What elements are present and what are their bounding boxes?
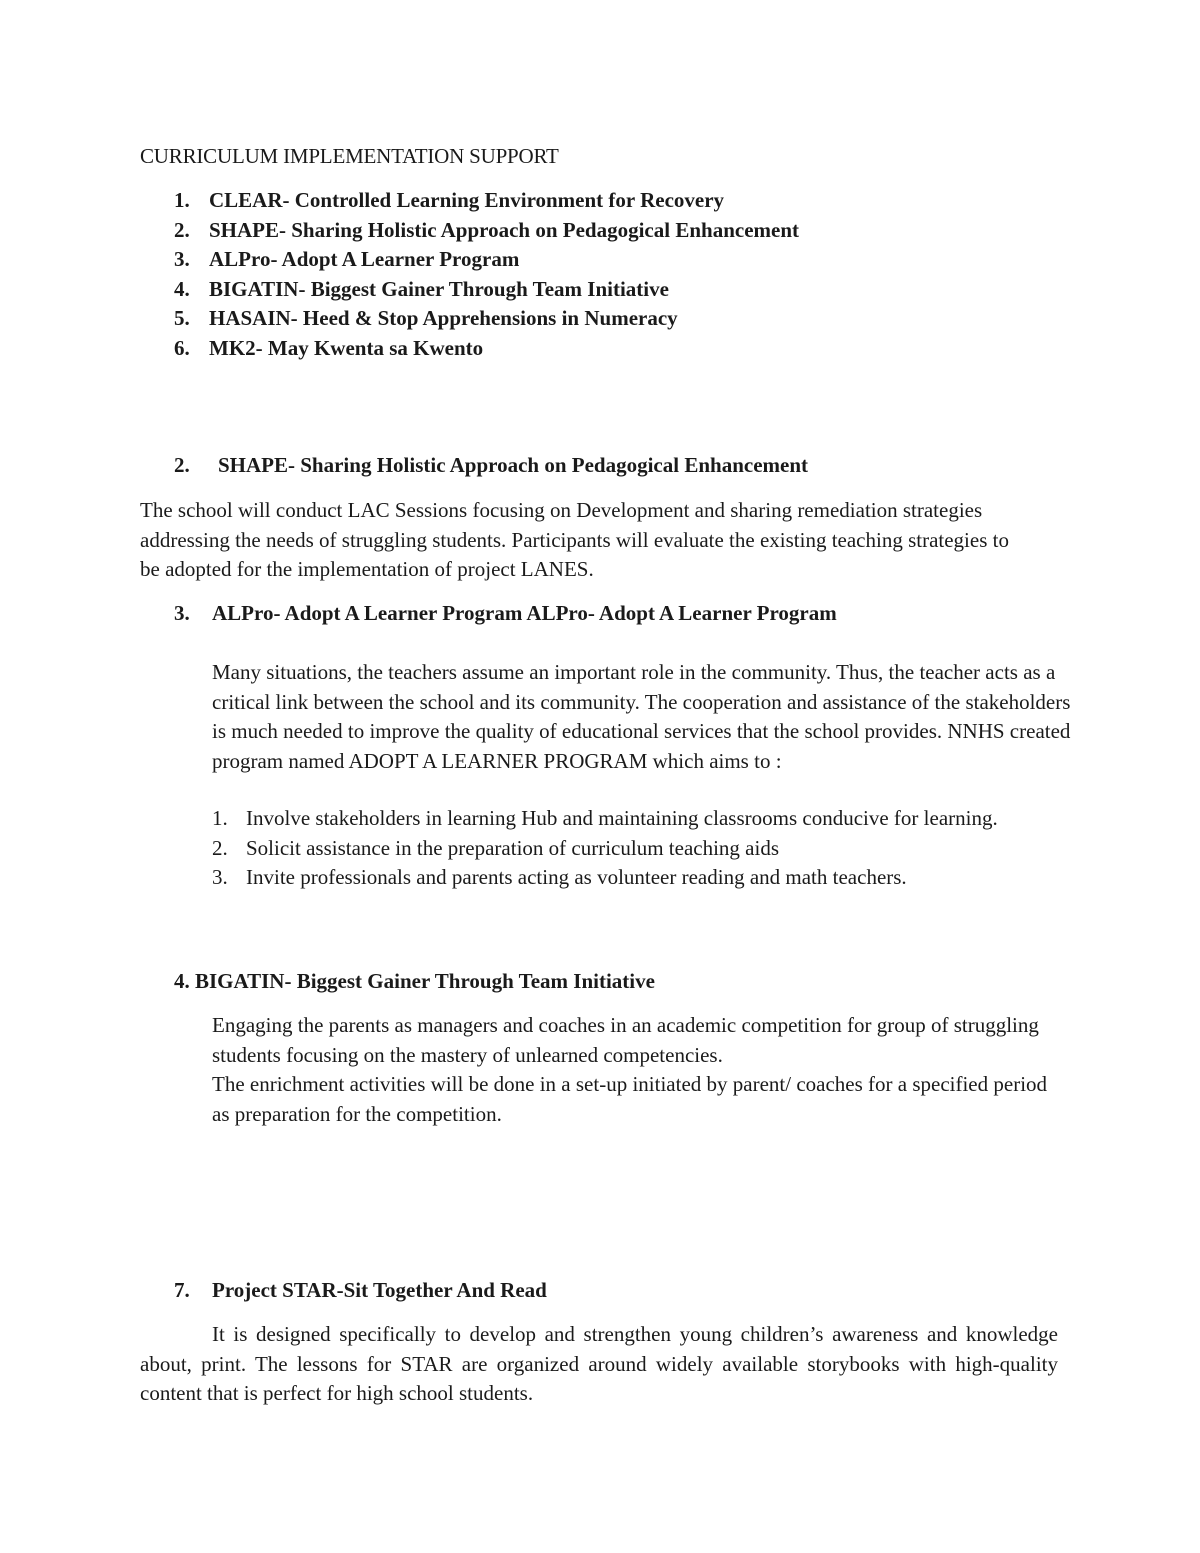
alpro-aims-list xyxy=(212,804,1012,893)
list-text: Invite professionals and parents acting as volunteer reading and math teachers. xyxy=(246,865,907,889)
list-text: MK2- May Kwenta sa Kwento xyxy=(209,335,484,360)
section-number: 7. xyxy=(174,1278,190,1302)
list-number: 5. xyxy=(174,306,190,330)
list-number: 1. xyxy=(174,188,190,212)
section-title-text: SHAPE- Sharing Holistic Approach on Pedagogical Enhancement xyxy=(218,453,808,477)
program-list-item xyxy=(140,186,1060,216)
list-number: 2. xyxy=(212,835,228,860)
section-alpro-body: Many situations, the teachers assume an important role in the community. Thus, the teacher acts as a critical link between the school and its community. The cooperation and assistance of the stakeholders is much needed to improve the quality of educational services that the school provides. NNHS created program named ADOPT A LEARNER PROGRAM which aims to : xyxy=(212,660,1071,773)
section-star-title xyxy=(174,1276,547,1306)
program-list-item xyxy=(140,245,1060,275)
section-number: 3. xyxy=(174,601,190,625)
list-number: 6. xyxy=(174,335,190,360)
list-text: Solicit assistance in the preparation of curriculum teaching aids xyxy=(246,835,779,860)
program-list-item xyxy=(140,275,1060,305)
page-title: CURRICULUM IMPLEMENTATION SUPPORT xyxy=(140,144,559,168)
list-number: 4. xyxy=(174,276,190,301)
program-list-item xyxy=(140,216,1060,246)
list-item xyxy=(212,834,1012,864)
section-shape-title xyxy=(174,451,808,481)
section-bigatin-title xyxy=(174,967,655,997)
list-item xyxy=(212,863,1012,893)
list-text: ALPro- Adopt A Learner Program xyxy=(209,247,520,271)
section-title-text: ALPro- Adopt A Learner Program ALPro- Adopt A Learner Program xyxy=(212,601,837,625)
section-number: 2. xyxy=(174,453,190,477)
section-title-text: BIGATIN- Biggest Gainer Through Team Initiative xyxy=(195,969,655,993)
list-number: 1. xyxy=(212,806,228,830)
list-item xyxy=(212,804,1012,834)
list-number: 3. xyxy=(174,247,190,271)
section-alpro-title xyxy=(174,599,837,629)
list-text: BIGATIN- Biggest Gainer Through Team Initiative xyxy=(209,276,669,301)
list-text: CLEAR- Controlled Learning Environment for Recovery xyxy=(209,188,725,212)
program-list-item xyxy=(140,304,1060,334)
program-list xyxy=(140,186,1060,363)
paragraph-line: The enrichment activities will be done in a set-up initiated by parent/ coaches for a specified period as preparation for the competition. xyxy=(212,1072,1048,1126)
list-text: Involve stakeholders in learning Hub and maintaining classrooms conducive for learning. xyxy=(246,806,998,830)
section-star-body: It is designed specifically to develop and strengthen young children’s awareness and knowledge about, print. The lessons for STAR are organized around widely available storybooks with high-quality content that is perfect for high school students. xyxy=(140,1322,1058,1405)
list-text: SHAPE- Sharing Holistic Approach on Pedagogical Enhancement xyxy=(209,217,799,242)
paragraph-line: Engaging the parents as managers and coaches in an academic competition for group of struggling students focusing on the mastery of unlearned competencies. xyxy=(212,1013,1039,1067)
section-title-text: Project STAR-Sit Together And Read xyxy=(212,1278,547,1302)
section-bigatin-body xyxy=(212,1011,1062,1129)
section-shape-body: The school will conduct LAC Sessions focusing on Development and sharing remediation strategies addressing the needs of struggling students. Participants will evaluate the existing teaching strategies to be adopted for the implementation of project LANES. xyxy=(140,498,1009,581)
list-text: HASAIN- Heed & Stop Apprehensions in Numeracy xyxy=(209,306,678,330)
section-number: 4. xyxy=(174,969,190,993)
list-number: 2. xyxy=(174,217,190,242)
program-list-item xyxy=(140,334,1060,364)
list-number: 3. xyxy=(212,865,228,889)
